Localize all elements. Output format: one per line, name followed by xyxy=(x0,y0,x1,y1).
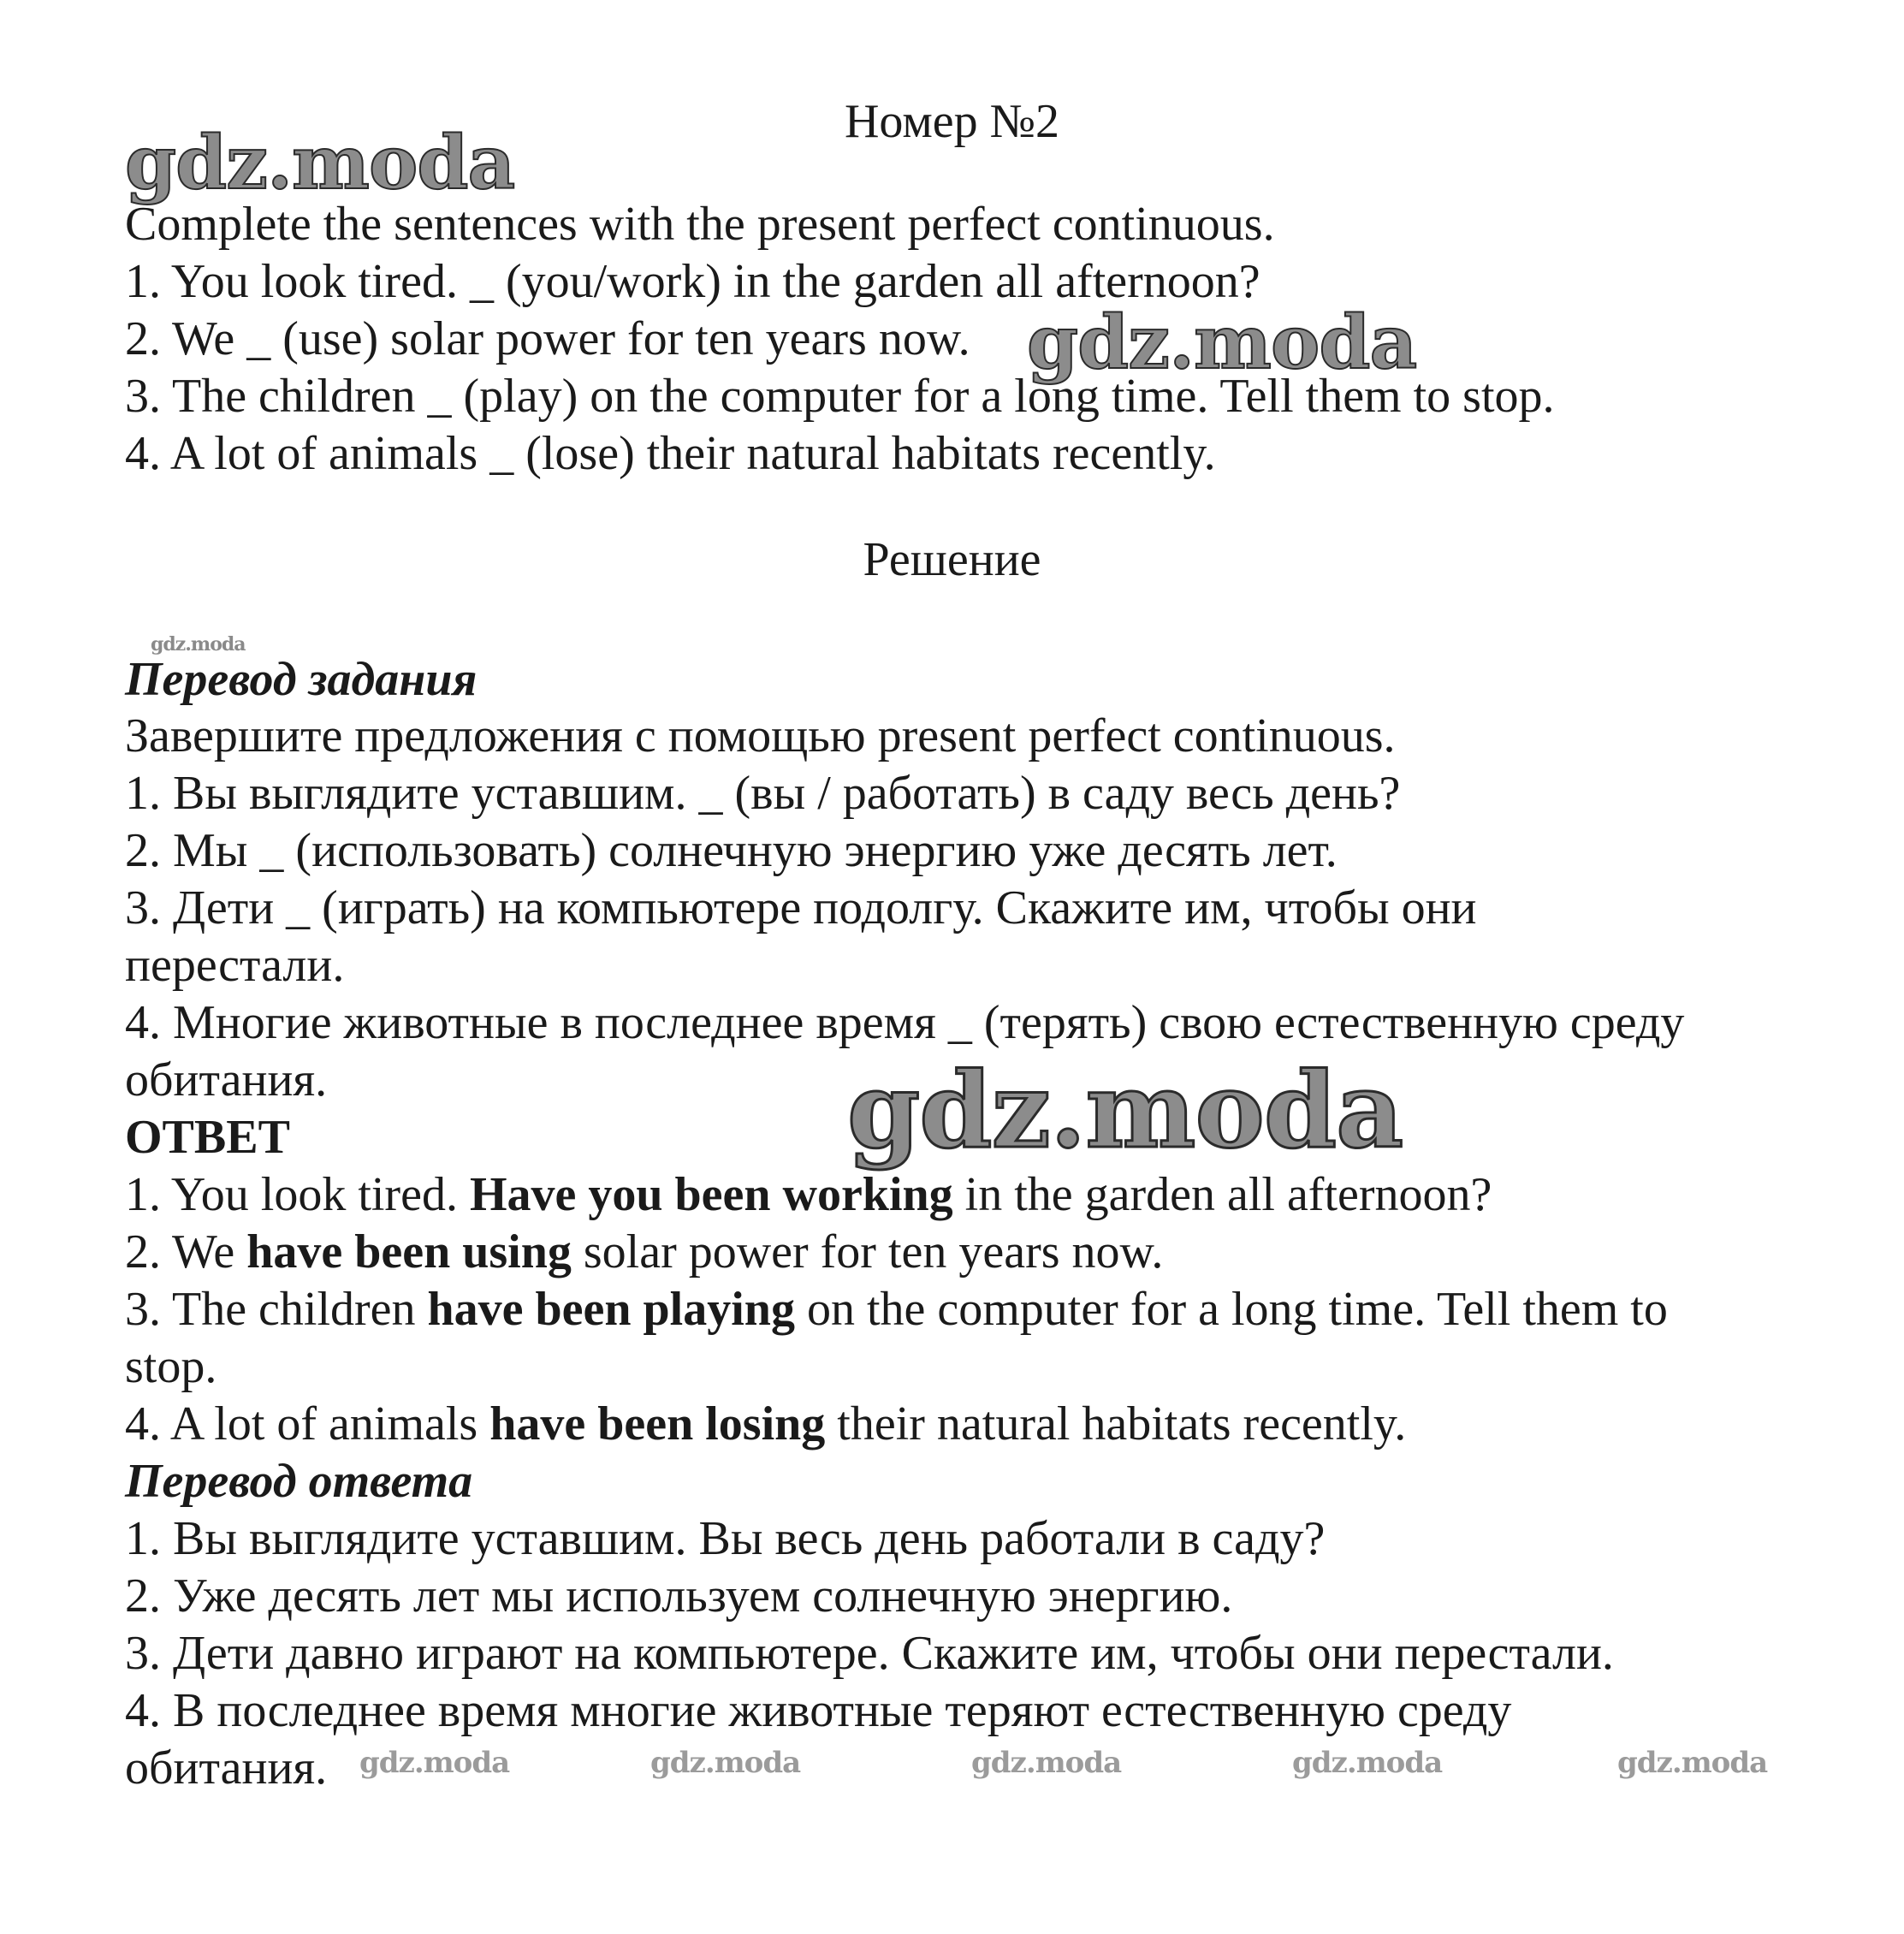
answer-line-4: 4. A lot of animals have been losing their natural habitats recently. xyxy=(125,1397,1407,1450)
translation-line-3-cont: перестали. xyxy=(125,939,345,992)
task-item-1: 1. You look tired. _ (you/work) in the garden all afternoon? xyxy=(125,255,1260,308)
watermark-logo: gdz.moda xyxy=(151,633,246,656)
answer-translation-line-4: 4. В последнее время многие животные теряют естественную среду xyxy=(125,1684,1512,1737)
task-item-2: 2. We _ (use) solar power for ten years now. xyxy=(125,312,970,365)
translation-line-4-cont: обитания. xyxy=(125,1053,328,1106)
watermark-logo: gdz.moda xyxy=(650,1746,801,1780)
answer-heading: ОТВЕТ xyxy=(125,1111,290,1164)
watermark-logo: gdz.moda xyxy=(1617,1746,1768,1780)
watermark-logo: gdz.moda xyxy=(1027,300,1417,386)
translation-line-1: 1. Вы выглядите уставшим. _ (вы / работать) в саду весь день? xyxy=(125,767,1401,820)
answer-translation-line-4-cont: обитания. xyxy=(125,1741,328,1795)
answer-line-3: 3. The children have been playing on the computer for a long time. Tell them to xyxy=(125,1283,1668,1336)
answer-line-3-cont: stop. xyxy=(125,1340,217,1393)
answer-translation-line-1: 1. Вы выглядите уставшим. Вы весь день работали в саду? xyxy=(125,1512,1326,1565)
answer-line-2: 2. We have been using solar power for ten years now. xyxy=(125,1225,1164,1278)
watermark-logo: gdz.moda xyxy=(971,1746,1122,1780)
translation-line-4: 4. Многие животные в последнее время _ (терять) свою естественную среду xyxy=(125,996,1685,1049)
watermark-logo: gdz.moda xyxy=(125,120,515,206)
answer-translation-line-2: 2. Уже десять лет мы используем солнечную энергию. xyxy=(125,1569,1233,1623)
translation-line-3: 3. Дети _ (играть) на компьютере подолгу. Скажите им, чтобы они xyxy=(125,881,1477,934)
solution-title: Решение xyxy=(863,533,1041,586)
answer-line-1: 1. You look tired. Have you been working in the garden all afternoon? xyxy=(125,1168,1492,1221)
watermark-logo: gdz.moda xyxy=(359,1746,510,1780)
translation-heading: Перевод задания xyxy=(125,653,477,706)
task-instruction: Complete the sentences with the present perfect continuous. xyxy=(125,198,1275,251)
answer-translation-line-3: 3. Дети давно играют на компьютере. Скажите им, чтобы они перестали. xyxy=(125,1627,1614,1680)
watermark-logo: gdz.moda xyxy=(1292,1746,1443,1780)
task-item-3: 3. The children _ (play) on the computer for a long time. Tell them to stop. xyxy=(125,370,1555,423)
translation-instruction: Завершите предложения с помощью present perfect continuous. xyxy=(125,709,1396,762)
answer-translation-heading: Перевод ответа xyxy=(125,1455,473,1508)
watermark-logo: gdz.moda xyxy=(847,1048,1403,1172)
translation-line-2: 2. Мы _ (использовать) солнечную энергию уже десять лет. xyxy=(125,824,1338,877)
page-title: Номер №2 xyxy=(844,95,1060,148)
task-item-4: 4. A lot of animals _ (lose) their natural habitats recently. xyxy=(125,427,1216,480)
